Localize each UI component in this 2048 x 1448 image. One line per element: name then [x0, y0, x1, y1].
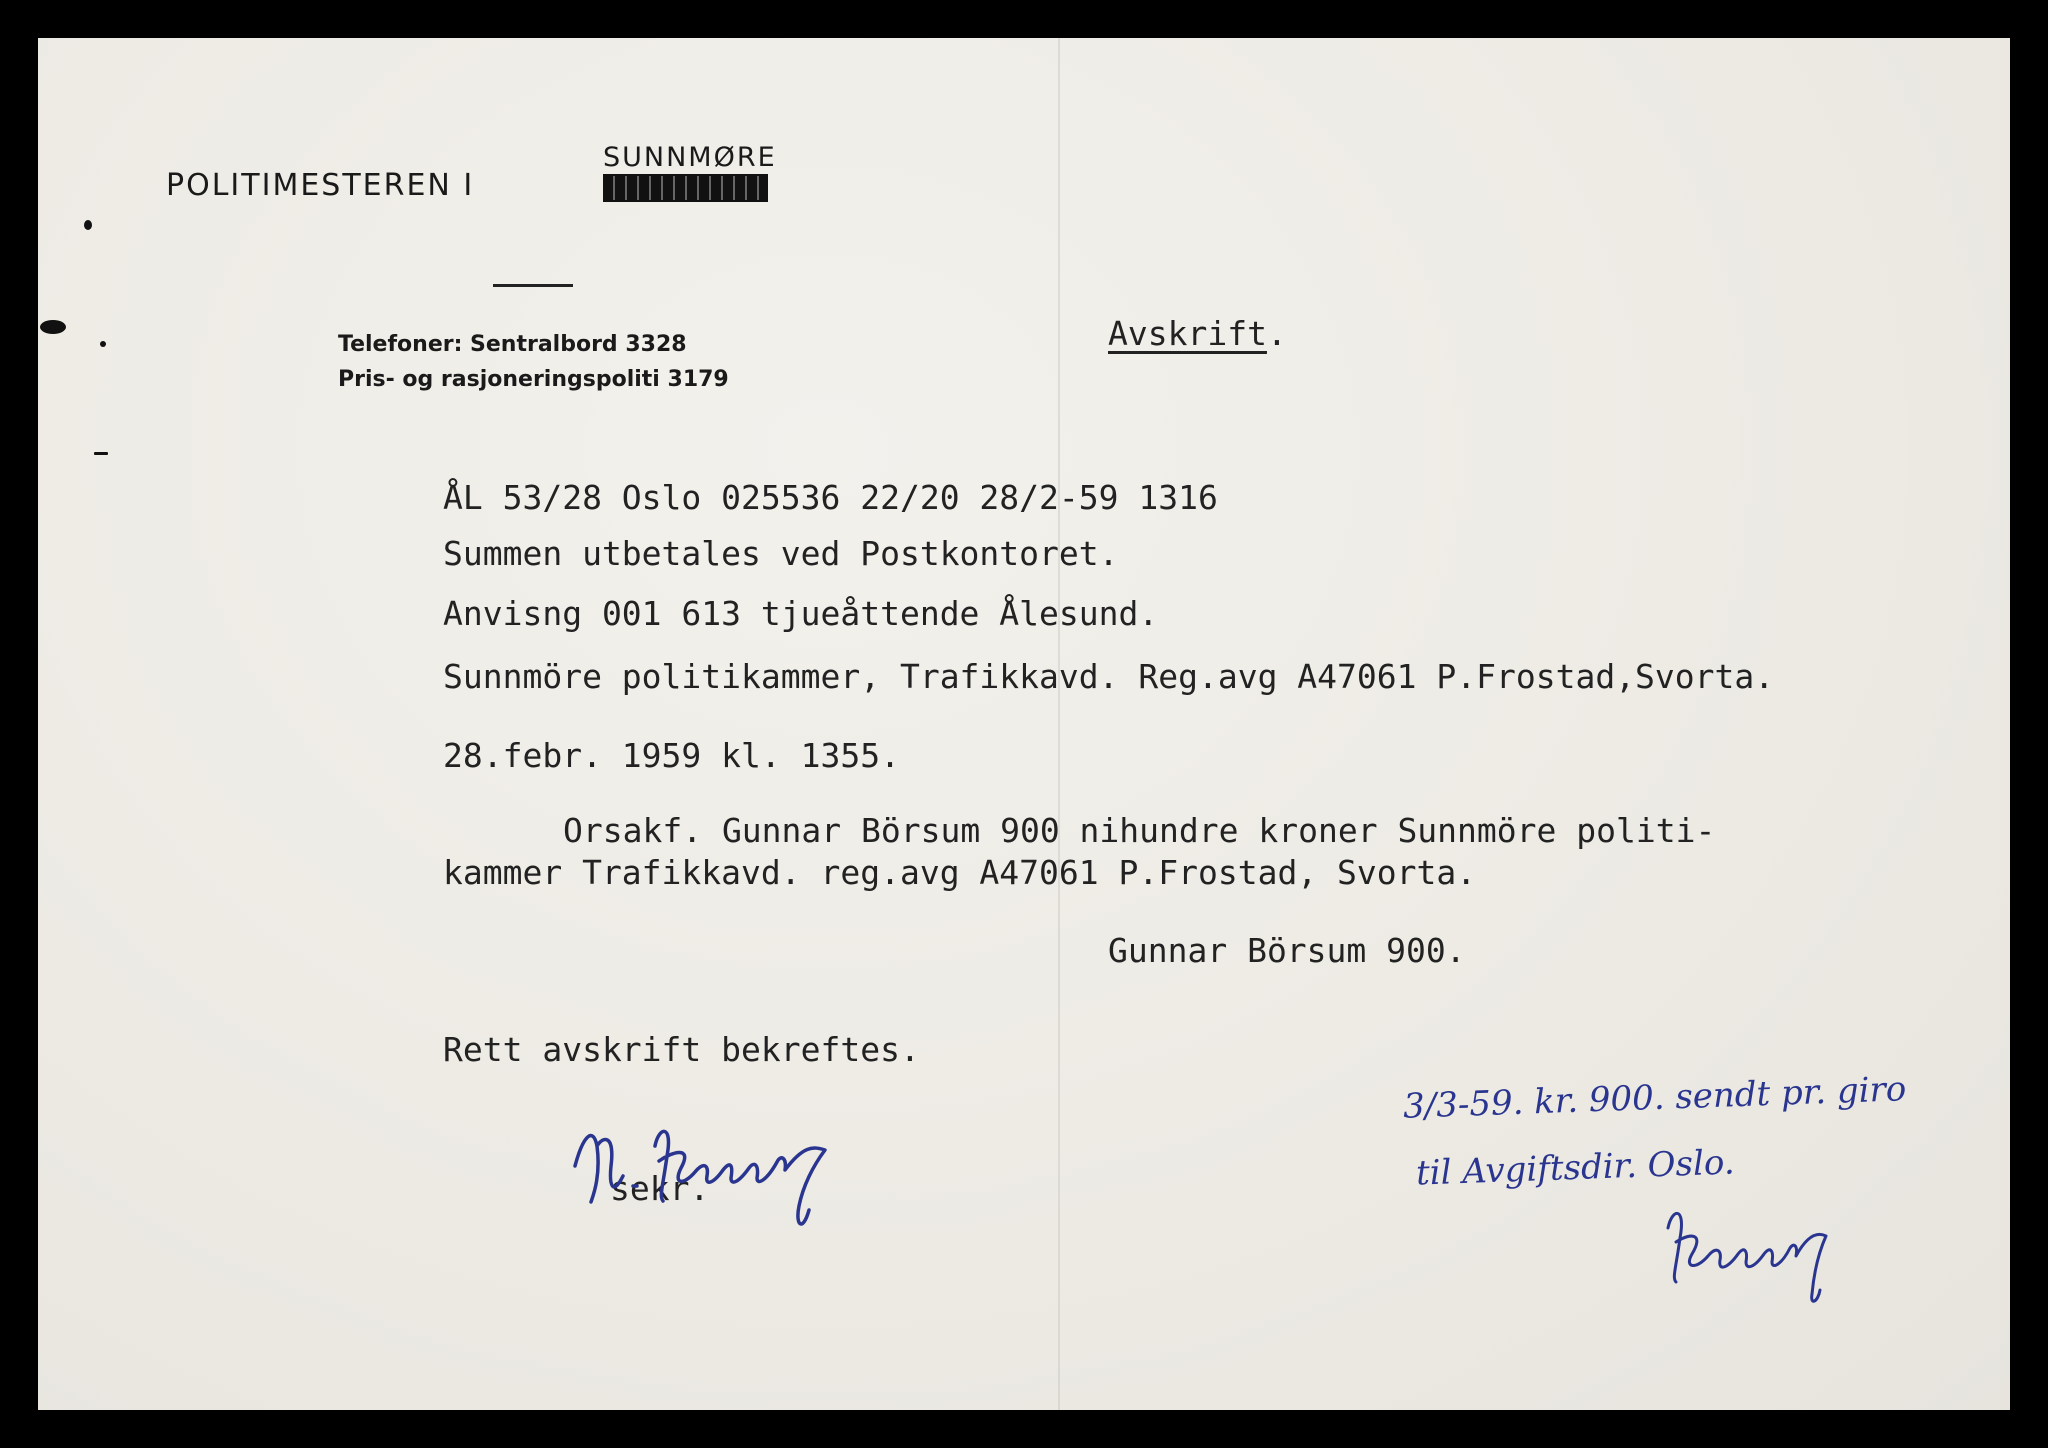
document-page	[38, 38, 2010, 1410]
district-name: SUNNMØRE	[603, 142, 777, 173]
ink-speck	[40, 320, 66, 334]
document-heading	[1108, 314, 1287, 353]
phone-price-police: Pris- og rasjoneringspoliti 3179	[338, 367, 729, 392]
signatory-title: sekr.	[610, 1169, 710, 1208]
body-closing: Gunnar Börsum 900.	[1108, 931, 1466, 970]
signature-left	[563, 1106, 913, 1236]
struck-city	[603, 174, 768, 202]
body-line: Summen utbetales ved Postkontoret.	[443, 534, 1119, 573]
heading-suffix: .	[1266, 314, 1287, 353]
organization-name: POLITIMESTEREN I	[166, 168, 475, 203]
body-paragraph-line: kammer Trafikkavd. reg.avg A47061 P.Frostad, Svorta.	[443, 853, 1477, 892]
paper-fold	[1058, 38, 1060, 1410]
certification-text: Rett avskrift bekreftes.	[443, 1030, 920, 1069]
ink-speck	[84, 220, 92, 230]
ink-speck	[94, 452, 108, 455]
body-date: 28.febr. 1959 kl. 1355.	[443, 736, 900, 775]
letterhead-rule	[493, 284, 573, 287]
body-line: Anvisng 001 613 tjueåttende Ålesund.	[443, 594, 1159, 633]
heading-title: Avskrift	[1108, 314, 1267, 353]
telegram-header: ÅL 53/28 Oslo 025536 22/20 28/2-59 1316	[443, 478, 1218, 517]
ink-speck	[100, 341, 106, 347]
signature-right	[1658, 1198, 1858, 1308]
phone-switchboard: Telefoner: Sentralbord 3328	[338, 332, 687, 357]
body-line: Sunnmöre politikammer, Trafikkavd. Reg.avg A47061 P.Frostad,Svorta.	[443, 657, 1775, 696]
body-paragraph-line: Orsakf. Gunnar Börsum 900 nihundre kroner Sunnmöre politi-	[563, 811, 1716, 850]
handwritten-note-line: 3/3-59. kr. 900. sendt pr. giro	[1402, 1069, 1907, 1127]
handwritten-note-line: til Avgiftsdir. Oslo.	[1415, 1142, 1736, 1194]
